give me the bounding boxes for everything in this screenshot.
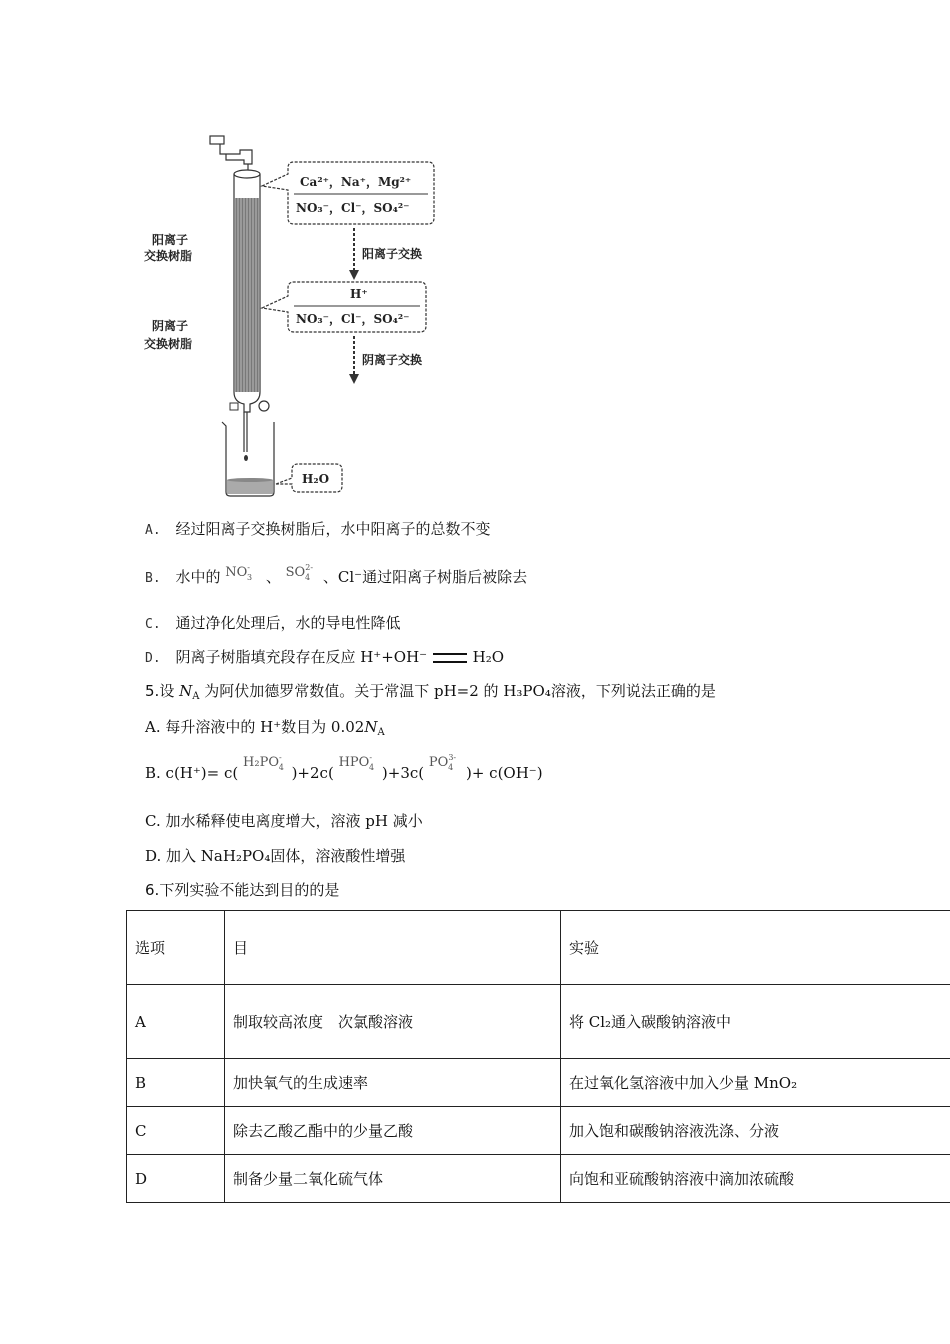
header-cell: 目 <box>225 911 561 985</box>
cation-exchange-label: 阳离子交换 <box>362 247 423 261</box>
q4-option-a <box>145 518 490 539</box>
question-number: 6. <box>145 881 160 899</box>
header-cell: 选项 <box>127 911 225 985</box>
table-cell: 加快氧气的生成速率 <box>225 1059 561 1107</box>
water-label: H₂O <box>302 472 330 486</box>
dihydrogen-phosphate-ion: $H_2PO^-_4$ <box>243 753 284 772</box>
q5-option-b <box>145 754 543 784</box>
q5-option-c: C. 加水稀释使电离度增大，溶液 pH 减小 <box>145 812 423 830</box>
table-cell: 制取较高浓度 次氯酸溶液 <box>225 985 561 1059</box>
avogadro-sub: A <box>377 727 385 738</box>
q4-option-d <box>145 646 504 667</box>
ion-box-2 <box>262 282 426 332</box>
option-text-tail: 、Cl⁻通过阳离子树脂后被除去 <box>322 568 528 586</box>
beaker <box>222 422 274 496</box>
question-number: 5. <box>145 682 160 700</box>
ion-exchange-diagram <box>140 130 450 505</box>
option-letter: B. <box>145 571 161 586</box>
table-row <box>127 1059 950 1107</box>
exchange-column <box>230 170 269 461</box>
box2-cations: H⁺ <box>350 287 368 301</box>
stem-text: 下列实验不能达到目的的是 <box>159 881 340 899</box>
option-text: )+ c(OH⁻) <box>465 764 543 782</box>
option-text: 水中的 <box>175 568 221 586</box>
q4-option-b <box>145 560 527 586</box>
option-text: )+2c( <box>291 764 334 782</box>
stem-text: 为阿伏加德罗常数值。关于常温下 pH=2 的 H₃PO₄溶液，下列说法正确的是 <box>199 682 716 700</box>
table-header-row <box>127 911 950 985</box>
experiment-table <box>126 910 950 1203</box>
table-cell: A <box>127 985 225 1059</box>
nitrate-ion: $NO^-_3$ <box>225 563 253 582</box>
ion-box-1 <box>262 162 434 224</box>
header-cell: 实验 <box>561 911 950 985</box>
option-text: A. 每升溶液中的 H⁺数目为 0.02 <box>145 718 365 736</box>
arrow-down-icon <box>349 336 359 384</box>
phosphate-ion: $PO^{3-}_4$ <box>428 753 457 772</box>
box1-anions: NO₃⁻，Cl⁻，SO₄²⁻ <box>296 201 410 215</box>
option-text: 阴离子树脂填充段存在反应 H⁺+OH⁻ <box>175 648 428 666</box>
arrow-down-icon <box>349 228 359 280</box>
separator: 、 <box>265 568 281 586</box>
table-cell: 制备少量二氧化硫气体 <box>225 1155 561 1203</box>
option-text: B. c(H⁺)= c( <box>145 764 239 782</box>
table-cell: 向饱和亚硫酸钠溶液中滴加浓硫酸 <box>561 1155 950 1203</box>
table-cell: B <box>127 1059 225 1107</box>
table-row <box>127 1155 950 1203</box>
option-letter: D. <box>145 651 161 666</box>
option-text-tail: H₂O <box>472 648 505 666</box>
table-cell: D <box>127 1155 225 1203</box>
anion-resin-label-1: 阴离子 <box>152 319 189 333</box>
equals-sign <box>433 653 467 663</box>
q5-stem <box>145 680 716 702</box>
stem-text: 设 <box>159 682 180 700</box>
box2-anions: NO₃⁻，Cl⁻，SO₄²⁻ <box>296 312 410 326</box>
table-cell: 加入饱和碳酸钠溶液洗涤、分液 <box>561 1107 950 1155</box>
option-letter: A. <box>145 523 161 538</box>
option-text: 通过净化处理后，水的导电性降低 <box>175 614 401 632</box>
cation-resin-label-1: 阳离子 <box>152 233 189 247</box>
avogadro-symbol: N <box>364 718 378 736</box>
avogadro-symbol: N <box>179 682 193 700</box>
q5-option-a <box>145 716 385 738</box>
avogadro-sub: A <box>192 691 200 702</box>
q6-stem <box>145 879 339 900</box>
q4-option-c <box>145 612 400 633</box>
table-cell: 除去乙酸乙酯中的少量乙酸 <box>225 1107 561 1155</box>
table-cell: C <box>127 1107 225 1155</box>
table-cell: 将 Cl₂通入碳酸钠溶液中 <box>561 985 950 1059</box>
table-row <box>127 1107 950 1155</box>
table-cell: 在过氧化氢溶液中加入少量 MnO₂ <box>561 1059 950 1107</box>
anion-resin-label-2: 交换树脂 <box>144 337 193 351</box>
hydrogen-phosphate-ion: $HPO^-_4$ <box>338 753 375 772</box>
table-row <box>127 985 950 1059</box>
option-text: )+3c( <box>381 764 425 782</box>
water-callout <box>276 464 342 492</box>
q5-option-d: D. 加入 NaH₂PO₄固体，溶液酸性增强 <box>145 847 406 865</box>
option-text: 经过阳离子交换树脂后，水中阳离子的总数不变 <box>175 520 491 538</box>
faucet-icon <box>210 136 252 170</box>
cation-resin-label-2: 交换树脂 <box>144 249 193 263</box>
box1-cations: Ca²⁺，Na⁺，Mg²⁺ <box>300 175 412 189</box>
anion-exchange-label: 阴离子交换 <box>362 353 423 367</box>
option-letter: C. <box>145 617 161 632</box>
sulfate-ion: $SO^{2-}_4$ <box>285 563 314 582</box>
